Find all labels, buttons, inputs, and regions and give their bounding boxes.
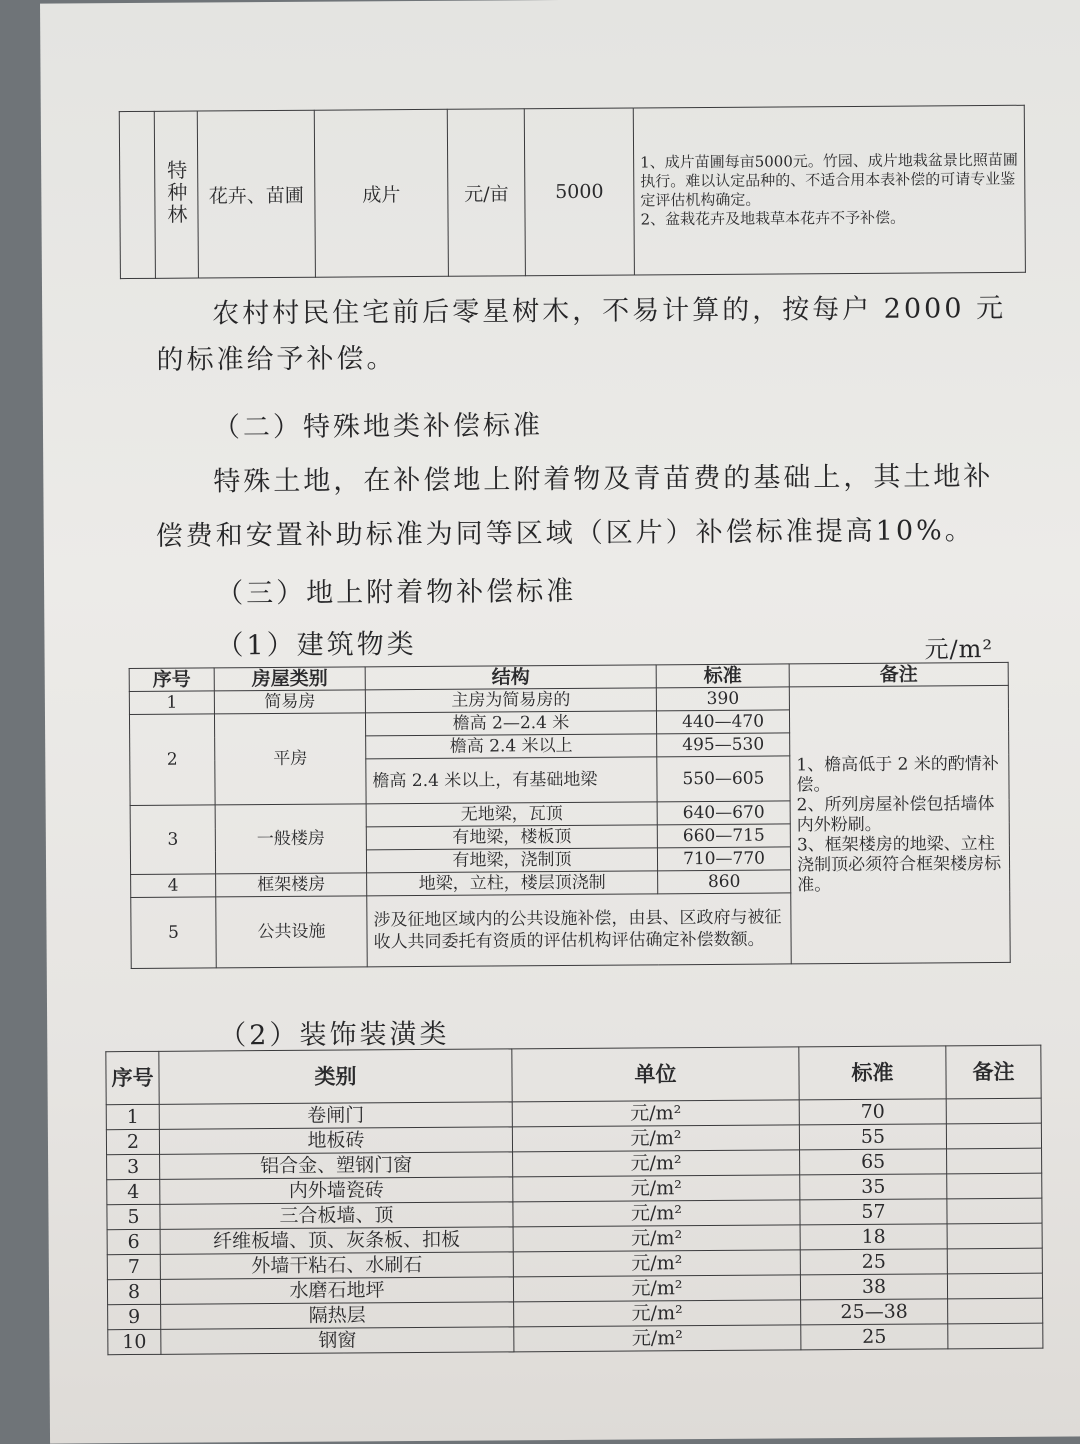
cell-type: 外墙干粘石、水刷石 (160, 1252, 513, 1279)
cell-remark (789, 685, 1010, 964)
cell-unit: 元/m² (514, 1325, 801, 1352)
cell-no: 6 (107, 1229, 160, 1254)
cell-standard: 25 (801, 1324, 948, 1350)
cell-type: 简易房 (214, 690, 365, 714)
cell-remark (946, 1123, 1041, 1149)
unit-label: 元/m² (924, 634, 994, 664)
cell-unit: 元/m² (513, 1150, 800, 1177)
cell-unit: 元/m² (513, 1250, 800, 1277)
cell-standard: 25 (800, 1249, 947, 1275)
blank-cell (119, 111, 155, 278)
cell-standard: 55 (799, 1124, 946, 1150)
header-standard: 标准 (799, 1046, 946, 1100)
remark-line-1: 1、檐高低于 2 米的酌情补偿。 (796, 753, 999, 796)
remark-line-2: 2、盆栽花卉及地栽草本花卉不予补偿。 (640, 208, 906, 229)
forest-table (119, 105, 1026, 279)
cell-structure: 檐高 2.4 米以上，有基础地梁 (366, 757, 657, 804)
section-heading: （三）地上附着物补偿标准 (216, 575, 577, 610)
cell-remark (947, 1148, 1042, 1174)
cell-standard: 70 (799, 1099, 946, 1125)
paragraph-line: 偿费和安置补助标准为同等区域（区片）补偿标准提高10%。 (155, 515, 975, 552)
cell-remark (948, 1323, 1043, 1349)
section-heading: （二）特殊地类补偿标准 (212, 410, 544, 444)
cell-type: 公共设施 (216, 896, 367, 968)
cell-standard: 640—670 (657, 801, 790, 825)
subsection-heading: （1）建筑物类 (216, 629, 417, 662)
cell-remark (947, 1198, 1042, 1224)
cell-structure: 涉及征地区域内的公共设施补偿，由县、区政府与被征收人共同委托有资质的评估机构评估确定补偿数额。 (367, 893, 791, 967)
remark-line-2: 2、所列房屋补偿包括墙体内外粉刷。 (796, 793, 995, 836)
remark-line-3: 3、框架楼房的地梁、立柱浇制顶必须符合框架楼房标准。 (796, 833, 1002, 896)
cell-type: 隔热层 (161, 1302, 514, 1329)
cell-standard: 660—715 (657, 824, 790, 848)
paragraph-line: 的标准给予补偿。 (156, 343, 397, 376)
cell-standard: 390 (656, 687, 789, 711)
cell-unit: 元/m² (512, 1100, 799, 1127)
cell-standard: 495—530 (657, 733, 790, 757)
subsection-heading: （2）装饰装潢类 (219, 1018, 450, 1052)
cell-no: 2 (106, 1129, 159, 1154)
category-cell (154, 111, 198, 278)
cell-standard: 440—470 (656, 710, 789, 734)
header-no: 序号 (129, 668, 214, 692)
cell-no: 10 (108, 1329, 161, 1354)
cell-unit: 元/m² (512, 1125, 799, 1152)
cell-remark (948, 1298, 1043, 1324)
cell-standard: 860 (658, 870, 791, 894)
header-structure: 结构 (365, 665, 656, 690)
table-row (108, 1323, 1043, 1355)
cell-standard: 550—605 (657, 756, 790, 802)
cell-type: 三合板墙、顶 (160, 1202, 513, 1229)
cell-structure: 无地梁，瓦顶 (366, 802, 657, 827)
cell-type: 一般楼房 (215, 804, 366, 874)
paragraph-line: 农村村民住宅前后零星树木，不易计算的，按每户 2000 元 (212, 292, 1007, 330)
document-page (40, 0, 1080, 1444)
cell-type: 纤维板墙、顶、灰条板、扣板 (160, 1227, 513, 1254)
cell-unit: 元/m² (513, 1275, 800, 1302)
name-cell: 花卉、苗圃 (197, 110, 315, 278)
header-remark: 备注 (946, 1045, 1041, 1099)
cell-no: 3 (107, 1154, 160, 1179)
remark-line-1: 1、成片苗圃每亩5000元。竹园、成片地栽盆景比照苗圃执行。难以认定品种的、不适合用本表补偿的可请专业鉴定评估机构确定。 (640, 150, 1018, 210)
decoration-table (105, 1045, 1043, 1356)
header-remark: 备注 (789, 662, 1008, 687)
cell-standard: 65 (800, 1149, 947, 1175)
cell-standard: 57 (800, 1199, 947, 1225)
cell-type: 框架楼房 (216, 873, 367, 897)
cell-type: 地板砖 (159, 1127, 512, 1154)
cell-remark (947, 1248, 1042, 1274)
cell-no: 4 (107, 1179, 160, 1204)
cell-no: 9 (108, 1304, 161, 1329)
cell-no: 2 (129, 714, 215, 806)
spec-cell: 成片 (314, 109, 448, 277)
cell-type: 水磨石地坪 (160, 1277, 513, 1304)
paragraph-line: 特殊土地，在补偿地上附着物及青苗费的基础上，其土地补 (213, 460, 994, 498)
cell-unit: 元/m² (513, 1200, 800, 1227)
cell-remark (946, 1098, 1041, 1124)
category-text: 特种林 (163, 159, 189, 226)
cell-no: 4 (131, 874, 216, 898)
cell-type: 钢窗 (161, 1327, 514, 1354)
cell-no: 5 (107, 1204, 160, 1229)
cell-structure: 檐高 2.4 米以上 (366, 734, 657, 759)
cell-no: 5 (131, 897, 216, 969)
header-standard: 标准 (656, 664, 789, 688)
cell-structure: 有地梁，楼板顶 (366, 825, 657, 850)
cell-standard: 18 (800, 1224, 947, 1250)
table-row (119, 105, 1025, 278)
cell-type: 卷闸门 (159, 1102, 512, 1129)
standard-cell: 5000 (524, 108, 634, 276)
remark-cell (633, 105, 1025, 275)
cell-no: 1 (106, 1104, 159, 1129)
cell-unit: 元/m² (513, 1225, 800, 1252)
cell-structure: 檐高 2—2.4 米 (365, 711, 656, 736)
cell-type: 平房 (214, 713, 366, 805)
table-header-row (106, 1045, 1041, 1105)
cell-remark (947, 1223, 1042, 1249)
cell-standard: 35 (800, 1174, 947, 1200)
cell-structure: 地梁，立柱，楼层顶浇制 (367, 871, 658, 896)
cell-remark (947, 1273, 1042, 1299)
cell-standard: 38 (800, 1274, 947, 1300)
building-table (129, 662, 1011, 969)
cell-standard: 25—38 (801, 1299, 948, 1325)
cell-no: 7 (107, 1254, 160, 1279)
cell-unit: 元/m² (513, 1175, 800, 1202)
cell-remark (947, 1173, 1042, 1199)
cell-structure: 有地梁，浇制顶 (366, 848, 657, 873)
cell-type: 内外墙瓷砖 (160, 1177, 513, 1204)
cell-unit: 元/m² (514, 1300, 801, 1327)
cell-standard: 710—770 (657, 847, 790, 871)
cell-structure: 主房为简易房的 (365, 688, 656, 713)
header-type: 房屋类别 (214, 667, 365, 691)
cell-type: 铝合金、塑钢门窗 (160, 1152, 513, 1179)
cell-no: 3 (130, 805, 215, 875)
cell-no: 1 (129, 691, 214, 715)
header-type: 类别 (159, 1049, 512, 1104)
cell-no: 8 (107, 1279, 160, 1304)
unit-cell: 元/亩 (447, 109, 525, 277)
header-no: 序号 (106, 1051, 159, 1104)
header-unit: 单位 (512, 1047, 799, 1102)
